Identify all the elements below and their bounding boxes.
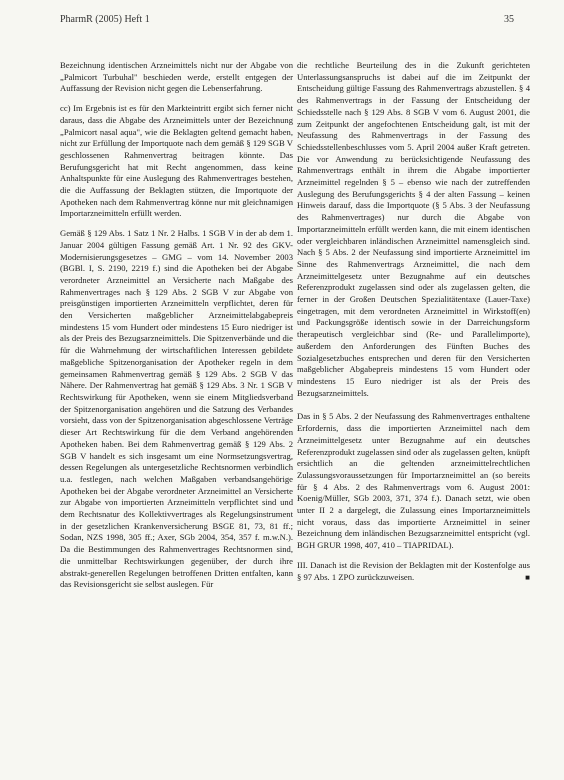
end-of-article-mark: ■ <box>525 572 530 582</box>
running-header <box>60 14 514 30</box>
paragraph: Gemäß § 129 Abs. 1 Satz 1 Nr. 2 Halbs. 1 SGB V in der ab dem 1. Januar 2004 gültigen Fassung gemäß Art. 1 Nr. 92 des GKV-Modernisierungsgesetzes – GMG – vom 14. November 2003 (BGBl. I, S. 2190, 2219 f.) sind die Apotheken bei der Abgabe verordneter Arzneimittel an Versicherte nach Maßgabe des Rahmenvertrages nach § 129 Abs. 2 SGB V zur Abgabe von preisgünstigen importierten Arzneimitteln verpflichtet, deren für den Versicherten maßgeblicher Arzneimittelabgabepreis mindestens 15 vom Hundert oder mindestens 15 Euro niedriger ist als der Preis des Bezugsarzneimittels. Die Spitzenverbände und die für die Wahrnehmung der wirtschaftlichen Interessen gebildete maßgebliche Spitzenorganisation der Apotheker regeln in dem gemeinsamen Rahmenvertrag gemäß § 129 Abs. 2 SGB V das Nähere. Der Rahmenvertrag hat gemäß § 129 Abs. 3 Nr. 1 SGB V Rechtswirkung für Apotheken, wenn sie einem Mitgliedsverband der Spitzenorganisation angehören und die Satzung des Verbandes vorsieht, dass von der Spitzenorganisation abgeschlossene Verträge dieser Art Rechtswirkung für die dem Verband angehörenden Apotheken haben. Bei dem Rahmenvertrag gemäß § 129 Abs. 2 SGB V handelt es sich insgesamt um eine Normsetzungsvertrag, dessen Regelungen als untergesetzliche Rechtsnormen verbindlich u.a. festlegen, nach welchen Maßgaben verbandsangehörige Apotheken bei der Abgabe verordneter Arzneimittel an Versicherte zur Abgabe von importierten Arzneimitteln verpflichtet sind und dem Rechtsnatur des Kollektivvertrages als Regelungsinstrument in der gesetzlichen Krankenversicherung BSGE 81, 73, 81 ff.; Sodan, NZS 1998, 305 ff.; Axer, SGb 2004, 354, 357 f. m.w.N.). Da die Bestimmungen des Rahmenvertrages Rechtsnormen sind, die unmittelbar Rechtswirkungen gegenüber, der durch ihre abstrakt-generellen Regelungen betroffenen Dritten entfalten, kann das Revisionsgericht sie selbst auslegen. Für <box>60 228 293 590</box>
paragraph: Bezeichnung identischen Arzneimittels nicht nur der Abgabe von „Palmicort Turbuhal" beschieden werde, erstellt entgegen der Auffassung der Revision nicht gegen die Lebenserfahrung. <box>60 60 293 94</box>
paragraph: cc) Im Ergebnis ist es für den Markteintritt ergibt sich ferner nicht daraus, dass die Abgabe des Arzneimittels unter der Bezeichnung „Palmicort nasal aqua", wie die Beklagten geltend gemacht haben, nicht zur Erfüllung der Importquote nach dem gemäß § 129 SGB V geschlossenen Rahmenvertrag beitragen könnte. Das Berufungsgericht hat mit Recht angenommen, dass keine Anhaltspunkte für eine Auslegung des Rahmenvertrages bestehen, die die Auffassung der Beklagten stützen, die Importquote der Apotheken nach dem Rahmenvertrag könne nur mit gleichnamigen Importarzneimitteln erfüllt werden. <box>60 103 293 219</box>
journal-reference: PharmR (2005) Heft 1 <box>60 14 150 25</box>
closing-text: III. Danach ist die Revision der Beklagten mit der Kostenfolge aus § 97 Abs. 1 ZPO zurückzuweisen. <box>297 559 530 582</box>
left-text-column <box>60 60 293 591</box>
paragraph: die rechtliche Beurteilung des in die Zukunft gerichteten Unterlassungsanspruchs ist dabei auf die im Zeitpunkt der Entscheidung gültige Fassung des Rahmenvertrags abzustellen. § 4 des Rahmenvertrags in der Fassung der Entscheidung der Schiedsstelle nach § 129 Abs. 8 SGB V vom 6. August 2001, die zum Zeitpunkt der angefochtenen Entscheidung galt, ist mit der Neufassung des Rahmenvertrags in der Fassung des Schiedsstellenbeschlusses vom 5. April 2004 außer Kraft getreten. Die vor Anwendung zu berücksichtigende Neufassung des Rahmenvertrags enthält in ihrem die Abgabe importierter Arzneimittel regelnden § 5 – ebenso wie nach der zutreffenden Auslegung des Berufungsgerichts § 4 der alten Fassung – keinen Hinweis darauf, dass die Importquote (§ 5 Abs. 3 der Neufassung des Rahmenvertrages) nur durch die Abgabe von Importarzneimitteln erfüllt werden kann, die mit einem identischen oder vergleichbaren inländischen Arzneimittel namensgleich sind. Nach § 5 Abs. 2 der Neufassung sind importierte Arzneimittel im Sinne des Rahmenvertrags Arzneimittel, die nach dem Arzneimittelgesetz unter Bezugnahme auf ein deutsches Referenzprodukt zugelassen sind oder als zugelassen gelten, die ferner in der Großen Deutschen Spezialitätentaxe (Lauer-Taxe) eingetragen, mit dem verordneten Arzneimittel in Wirkstoff(en) und Packungsgröße identisch sowie in der Darreichungsform therapeutisch vergleichbar sind (Re- und Parallelimporte), außerdem den Anforderungen des Fünften Buches des Sozialgesetzbuches entsprechen und deren für den Versicherten maßgeblicher Abgabepreis mindestens 15 vom Hundert oder mindestens 15 Euro niedriger ist als der Preis des Bezugsarzneimittels. <box>297 60 530 398</box>
right-text-column <box>297 60 530 591</box>
paragraph: Das in § 5 Abs. 2 der Neufassung des Rahmenvertrages enthaltene Erfordernis, dass die importierten Arzneimittel nach dem Arzneimittelgesetz unter Bezugnahme auf ein deutsches Referenzprodukt zugelassen sind oder als zugelassen gelten, knüpft ersichtlich an die geltenden arzneimittelrechtlichen Zulassungsvoraussetzungen für Importarzneimittel an (so bereits für § 4 Abs. 2 des Rahmenvertrags vom 6. August 2001: Koenig/Müller, SGb 2003, 371, 374 f.). Danach setzt, wie oben unter II 2 a dargelegt, die Zulassung eines Importarzneimittels nicht voraus, dass das importierte Arzneimittel in seiner Bezeichnung dem inländischen Bezugsarzneimittel entspricht (vgl. BGH GRUR 1998, 407, 410 – TIAPRIDAL). <box>297 411 530 551</box>
page-number: 35 <box>504 14 514 25</box>
paragraph-closing <box>297 560 530 583</box>
